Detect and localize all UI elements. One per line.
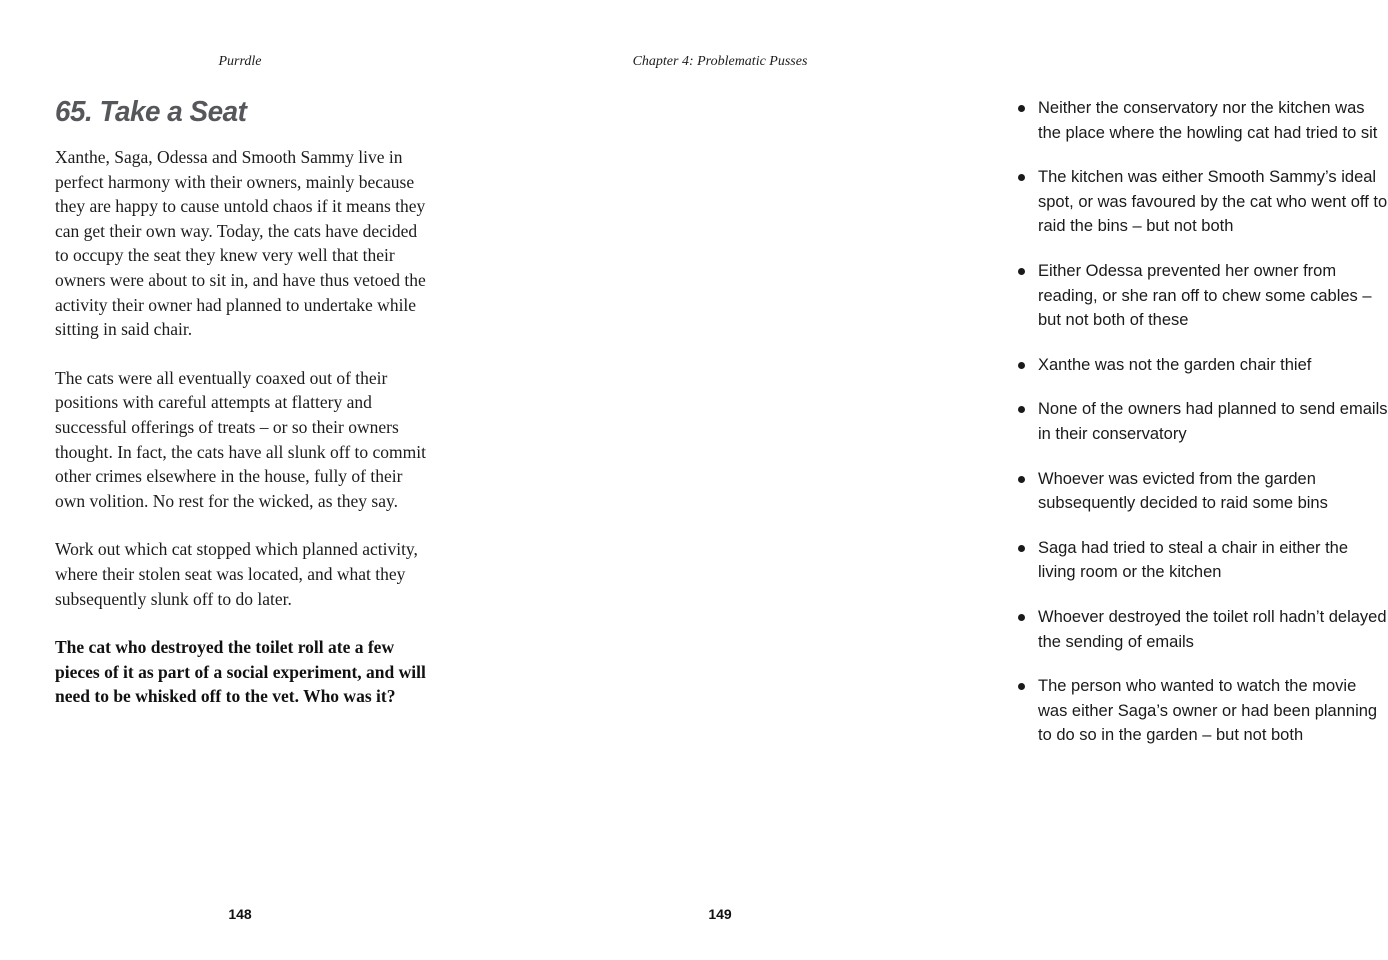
clue-item: [1016, 467, 1388, 516]
task-paragraph: Work out which cat stopped which planned activity, where their stolen seat was located, and what they subsequently slunk off to do later.: [55, 539, 418, 609]
clue-text: Whoever destroyed the toilet roll hadn’t delayed the sending of emails: [1038, 607, 1387, 651]
clue-text: Whoever was evicted from the garden subsequently decided to raid some bins: [1038, 469, 1328, 513]
clue-item: [1016, 96, 1388, 145]
bullet-icon: [1018, 683, 1025, 690]
clue-item: [1016, 353, 1388, 378]
clue-text: Xanthe was not the garden chair thief: [1038, 355, 1312, 374]
story-paragraph: The cats were all eventually coaxed out of their positions with careful attempts at flattery and successful offerings of treats – or so their owners thought. In fact, the cats have all slunk off to commit other crimes elsewhere in the house, fully of their own volition. No rest for the wicked, as they say.: [55, 367, 426, 511]
bullet-icon: [1018, 362, 1025, 369]
clue-item: [1016, 536, 1388, 585]
clue-item: [1016, 605, 1388, 654]
clue-text: Either Odessa prevented her owner from reading, or she ran off to chew some cables – but not both of these: [1038, 261, 1372, 330]
left-page-number: 148: [228, 906, 252, 922]
bullet-icon: [1018, 105, 1025, 112]
bullet-icon: [1018, 174, 1025, 181]
bullet-icon: [1018, 406, 1025, 413]
bullet-icon: [1018, 545, 1025, 552]
clue-item: [1016, 259, 1388, 333]
right-book-page: [480, 0, 1388, 960]
clue-text: None of the owners had planned to send emails in their conservatory: [1038, 400, 1388, 443]
clue-text: The kitchen was either Smooth Sammy’s ideal spot, or was favoured by the cat who went off to raid the bins – but not both: [1038, 168, 1388, 236]
left-page-content: [55, 96, 427, 709]
clue-list: [1016, 96, 1388, 748]
intro-paragraph: Xanthe, Saga, Odessa and Smooth Sammy live in perfect harmony with their owners, mainly because they are happy to cause untold chaos if it means they can get their own way. Today, the cats have decided to occupy the seat they knew very well that their owners were about to sit in, and have thus vetoed the activity their owner had planned to undertake while sitting in said chair.: [55, 147, 426, 340]
bullet-icon: [1018, 268, 1025, 275]
right-running-head: Chapter 4: Problematic Pusses: [632, 54, 808, 69]
clue-text: Neither the conservatory nor the kitchen was the place where the howling cat had tried to sit: [1038, 99, 1378, 142]
puzzle-question: The cat who destroyed the toilet roll ate a few pieces of it as part of a social experiment, and will need to be whisked off to the vet. Who was it?: [55, 637, 426, 707]
clue-text: Saga had tried to steal a chair in either the living room or the kitchen: [1038, 538, 1349, 582]
puzzle-title: 65. Take a Seat: [55, 96, 247, 128]
left-running-head: Purrdle: [218, 54, 262, 69]
clue-item: [1016, 674, 1388, 748]
right-page-number: 149: [708, 906, 732, 922]
bullet-icon: [1018, 614, 1025, 621]
clue-text: The person who wanted to watch the movie was either Saga’s owner or had been planning to do so in the garden – but not both: [1038, 677, 1378, 745]
clue-item: [1016, 397, 1388, 446]
right-page-content: [1016, 96, 1388, 768]
clue-item: [1016, 165, 1388, 239]
bullet-icon: [1018, 476, 1025, 483]
left-book-page: [0, 0, 480, 960]
